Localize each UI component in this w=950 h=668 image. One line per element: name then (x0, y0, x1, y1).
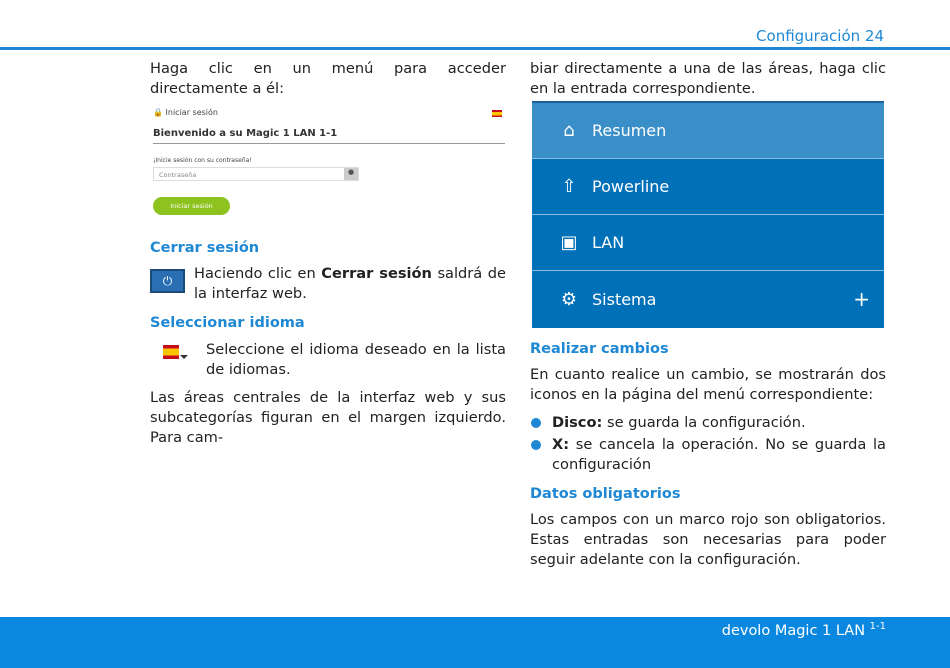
page-header: Configuración 24 (756, 27, 884, 45)
gear-icon: ⚙ (560, 288, 578, 310)
changes-heading: Realizar cambios (530, 341, 669, 357)
logout-pre: Haciendo clic en (194, 265, 322, 282)
menu-screenshot (532, 101, 884, 328)
logout-text (194, 264, 506, 304)
password-input[interactable] (153, 167, 359, 181)
menu-label: LAN (592, 233, 625, 252)
bullet-disk (552, 413, 886, 433)
bullet-bold: X: (552, 436, 570, 453)
lan-icon: ▣ (560, 232, 578, 253)
menu-item-lan[interactable] (532, 215, 884, 271)
lock-label: 🔒 Iniciar sesión (153, 108, 218, 117)
bullet-bold: Disco: (552, 414, 603, 431)
language-heading: Seleccionar idioma (150, 315, 305, 331)
bullet-icon (531, 440, 541, 450)
footer (0, 617, 950, 668)
header-rule (0, 47, 950, 50)
footer-product-name: devolo Magic 1 LAN (721, 622, 866, 639)
menu-item-sistema[interactable] (532, 271, 884, 327)
bullet-x (552, 435, 886, 475)
lock-label-text: Iniciar sesión (165, 108, 218, 117)
bullet-text: se cancela la operación. No se guarda la configuración (552, 436, 886, 473)
password-placeholder: Contraseña (159, 171, 197, 179)
eye-icon[interactable]: ● (344, 168, 358, 180)
menu-label: Powerline (592, 177, 670, 196)
login-button[interactable]: Iniciar sesión (153, 197, 230, 215)
bullet-icon (531, 418, 541, 428)
logout-bold: Cerrar sesión (321, 265, 432, 282)
logout-heading: Cerrar sesión (150, 240, 260, 256)
footer-product (722, 621, 886, 639)
home-icon: ⌂ (563, 120, 575, 141)
chevron-down-icon (180, 355, 188, 359)
expand-icon[interactable]: + (853, 287, 870, 311)
menu-item-powerline[interactable] (532, 159, 884, 215)
menu-label: Sistema (592, 289, 657, 309)
language-text: Seleccione el idioma deseado en la lista de idiomas. (206, 341, 506, 378)
flag-es-icon (163, 345, 179, 359)
areas-text: Las áreas centrales de la interfaz web y sus subcategorías figuran en el margen izquierdo. Para cam- (150, 389, 506, 446)
logout-post: saldrá de la interfaz web. (194, 265, 506, 302)
powerline-icon: ⇧ (561, 176, 577, 197)
required-text: Los campos con un marco rojo son obligatorios. Estas entradas son necesarias para poder seguir adelante con la configuración. (530, 511, 886, 568)
login-prompt: ¡Inicie sesión con su contraseña! (153, 157, 252, 164)
login-screenshot (150, 104, 506, 219)
required-heading: Datos obligatorios (530, 486, 681, 502)
menu-item-resumen[interactable] (532, 103, 884, 159)
footer-product-sup: 1-1 (869, 621, 886, 632)
menu-label: Resumen (592, 121, 667, 140)
continued-text: biar directamente a una de las áreas, haga clic en la entrada correspondiente. (530, 60, 886, 97)
bullet-text: se guarda la configuración. (602, 414, 806, 431)
intro-text: Haga clic en un menú para acceder directamente a él: (150, 60, 506, 97)
welcome-title: Bienvenido a su Magic 1 LAN 1-1 (153, 128, 505, 144)
flag-es-icon (492, 110, 502, 117)
changes-text: En cuanto realice un cambio, se mostrarán dos iconos en la página del menú correspondiente: (530, 366, 886, 403)
power-icon: ⏻ (150, 269, 185, 293)
